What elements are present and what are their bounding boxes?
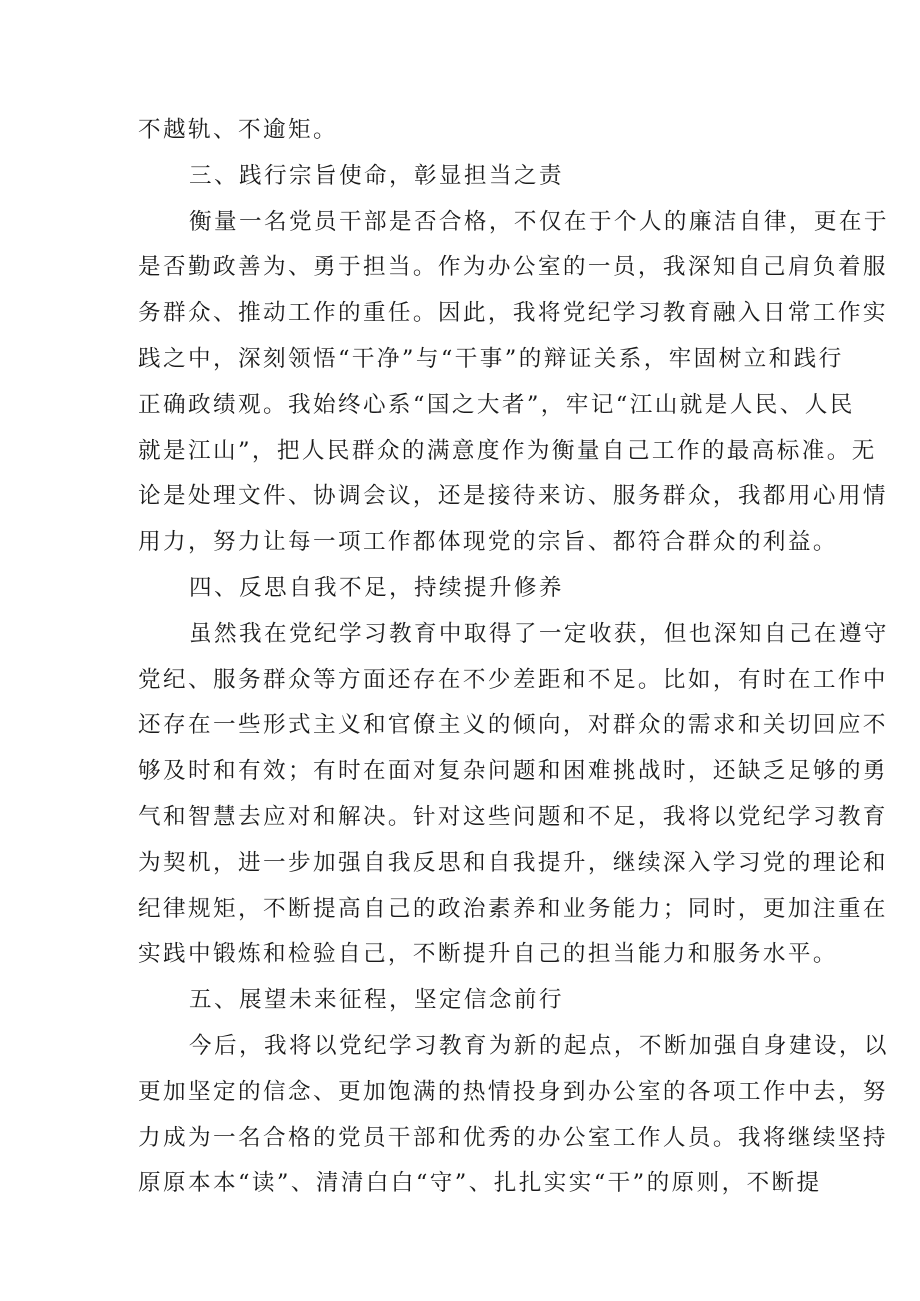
document-body (138, 108, 889, 1207)
paragraph-line: 论是处理文件、协调会议，还是接待来访、服务群众，我都用心用情 (138, 483, 888, 510)
section-heading-3: 三、践行宗旨使命，彰显担当之责 (189, 162, 564, 189)
paragraph-line: 用力，努力让每一项工作都体现党的宗旨、都符合群众的利益。 (138, 529, 838, 556)
paragraph-line: 更加坚定的信念、更加饱满的热情投身到办公室的各项工作中去，努 (138, 1078, 888, 1105)
paragraph-line: 实践中锻炼和检验自己，不断提升自己的担当能力和服务水平。 (138, 941, 838, 968)
paragraph-line: 就是江山”，把人民群众的满意度作为衡量自己工作的最高标准。无 (138, 437, 877, 464)
paragraph-line: 还存在一些形式主义和官僚主义的倾向，对群众的需求和关切回应不 (138, 712, 888, 739)
paragraph-line: 为契机，进一步加强自我反思和自我提升，继续深入学习党的理论和 (138, 849, 888, 876)
paragraph-line: 是否勤政善为、勇于担当。作为办公室的一员，我深知自己肩负着服 (138, 254, 888, 281)
paragraph-line: 气和智慧去应对和解决。针对这些问题和不足，我将以党纪学习教育 (138, 803, 888, 830)
paragraph-line: 虽然我在党纪学习教育中取得了一定收获，但也深知自己在遵守 (189, 620, 889, 647)
section-heading-4: 四、反思自我不足，持续提升修养 (189, 574, 564, 601)
paragraph-line: 力成为一名合格的党员干部和优秀的办公室工作人员。我将继续坚持 (138, 1124, 888, 1151)
paragraph-line: 够及时和有效；有时在面对复杂问题和困难挑战时，还缺乏足够的勇 (138, 758, 888, 785)
section-heading-5: 五、展望未来征程，坚定信念前行 (189, 987, 564, 1014)
paragraph-line: 正确政绩观。我始终心系“国之大者”，牢记“江山就是人民、人民 (138, 391, 855, 418)
paragraph-line: 今后，我将以党纪学习教育为新的起点，不断加强自身建设，以 (189, 1032, 889, 1059)
paragraph-line: 纪律规矩，不断提高自己的政治素养和业务能力；同时，更加注重在 (138, 895, 888, 922)
paragraph-line: 务群众、推动工作的重任。因此，我将党纪学习教育融入日常工作实 (138, 300, 888, 327)
paragraph-line: 党纪、服务群众等方面还存在不少差距和不足。比如，有时在工作中 (138, 666, 888, 693)
paragraph-line: 不越轨、不逾矩。 (138, 117, 338, 143)
paragraph-line: 践之中，深刻领悟“干净”与“干事”的辩证关系，牢固树立和践行 (138, 345, 844, 372)
paragraph-line: 原原本本“读”、清清白白“守”、扎扎实实“干”的原则，不断提 (138, 1170, 822, 1197)
paragraph-line: 衡量一名党员干部是否合格，不仅在于个人的廉洁自律，更在于 (189, 208, 889, 235)
